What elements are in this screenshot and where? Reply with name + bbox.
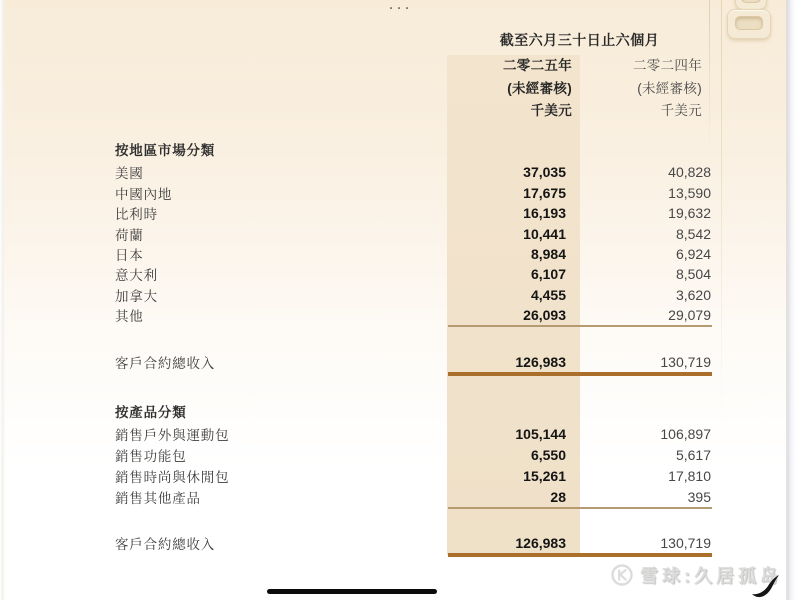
zipper-pull-icon — [751, 574, 781, 600]
value-2025: 37,035 — [523, 164, 566, 181]
row-label: 銷售戶外與運動包 — [115, 428, 230, 444]
section-title: 按產品分類 — [115, 405, 187, 420]
value-2025: 6,550 — [530, 447, 566, 464]
value-2025: 4,455 — [530, 286, 566, 303]
table-row — [115, 203, 712, 223]
table-row — [115, 223, 712, 243]
row-label: 銷售功能包 — [115, 449, 187, 465]
page-left-edge — [0, 0, 5, 600]
table-row — [115, 162, 712, 182]
table-row — [115, 264, 712, 284]
value-2024: 8,504 — [675, 266, 711, 283]
column-header-2024: 二零二四年 (未經審核) 千美元 — [633, 58, 702, 118]
value-2025: 6,107 — [530, 266, 566, 283]
table-row — [115, 305, 712, 325]
row-label: 其他 — [115, 309, 144, 325]
value-2024: 29,079 — [668, 307, 711, 324]
section-by-region — [115, 140, 712, 326]
value-2024: 6,924 — [675, 245, 711, 262]
total-2025: 126,983 — [515, 535, 566, 551]
total-2024: 130,719 — [660, 354, 711, 370]
subtotal-rule — [448, 325, 712, 327]
value-2025: 105,144 — [515, 426, 566, 443]
value-2025: 26,093 — [523, 307, 566, 324]
total-label: 客戶合約總收入 — [115, 356, 216, 371]
value-2025: 28 — [550, 488, 566, 505]
row-label: 日本 — [115, 247, 144, 263]
value-2025: 16,193 — [523, 205, 566, 222]
value-2024: 13,590 — [668, 184, 711, 201]
total-2024: 130,719 — [660, 535, 711, 551]
value-2025: 15,261 — [523, 467, 566, 484]
strap-buckle-icon — [725, 0, 775, 50]
value-2025: 10,441 — [523, 225, 566, 242]
row-label: 美國 — [115, 166, 144, 182]
value-2024: 19,632 — [668, 205, 711, 222]
row-label: 比利時 — [115, 207, 158, 223]
row-label: 荷蘭 — [115, 227, 144, 243]
table-row — [115, 486, 712, 507]
column-header-2025: 二零二五年 (未經審核) 千美元 — [503, 58, 572, 118]
value-2025: 8,984 — [530, 245, 566, 262]
total-row-region — [115, 352, 712, 372]
table-row — [115, 285, 712, 305]
subtotal-rule — [448, 507, 712, 509]
table-row — [115, 424, 712, 445]
watermark-text: 雪球:久居孤岛 — [640, 566, 782, 586]
row-label: 意大利 — [115, 268, 158, 284]
row-label: 銷售時尚與休閒包 — [115, 469, 230, 485]
value-2024: 3,620 — [675, 286, 711, 303]
value-2025: 17,675 — [523, 184, 566, 201]
row-label: 銷售其他產品 — [115, 490, 201, 506]
section-by-product — [115, 402, 712, 507]
row-label: 加拿大 — [115, 288, 158, 304]
truncation-ellipsis: ... — [388, 1, 413, 12]
value-2024: 5,617 — [675, 447, 711, 464]
total-rule — [448, 372, 712, 376]
table-row — [115, 182, 712, 202]
column-headers — [447, 55, 712, 123]
table-row — [115, 466, 712, 487]
table-row — [115, 244, 712, 264]
total-label: 客戶合約總收入 — [115, 537, 216, 552]
value-2024: 17,810 — [668, 467, 711, 484]
snowball-logo-icon — [611, 564, 633, 586]
total-rule — [448, 553, 712, 557]
value-2024: 8,542 — [675, 225, 711, 242]
table-row — [115, 445, 712, 466]
value-2024: 395 — [687, 488, 711, 505]
total-row-product — [115, 533, 712, 553]
bag-seam-line — [721, 0, 722, 430]
total-2025: 126,983 — [515, 354, 566, 370]
period-title: 截至六月三十日止六個月 — [499, 32, 660, 48]
value-2024: 40,828 — [668, 164, 711, 181]
page-right-edge — [786, 0, 800, 600]
row-label: 中國內地 — [115, 186, 173, 202]
home-indicator[interactable] — [267, 589, 437, 594]
value-2024: 106,897 — [660, 426, 711, 443]
section-title: 按地區市場分類 — [115, 143, 216, 158]
